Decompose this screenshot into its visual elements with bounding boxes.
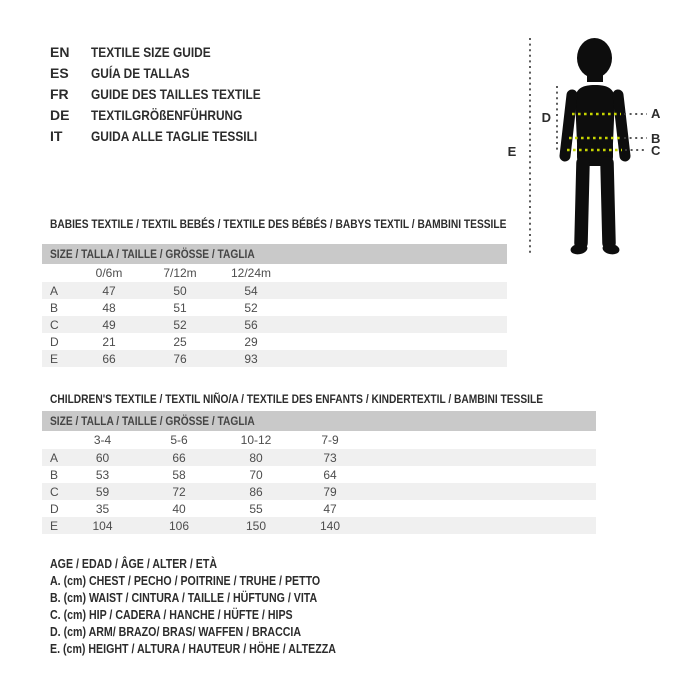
language-row-es [50, 63, 291, 84]
table-row-a [42, 449, 596, 466]
table-row-c [42, 316, 507, 333]
table-row-d [42, 333, 507, 350]
table-row-d [42, 500, 596, 517]
row-label: B [50, 300, 59, 315]
legend-chest-line: A. (cm) CHEST / PECHO / POITRINE / TRUHE / PETTO [50, 574, 321, 588]
table-cell: 70 [249, 467, 263, 482]
table-cell: 47 [323, 501, 337, 516]
table-cell: 59 [95, 484, 110, 499]
table-cell: 25 [173, 334, 187, 349]
row-label: E [50, 351, 59, 366]
column-header: 0/6m [95, 266, 123, 280]
table-cell: 40 [172, 501, 186, 516]
language-code: DE [50, 107, 70, 123]
table-cell: 80 [249, 450, 263, 465]
table-cell: 72 [172, 484, 186, 499]
table-cell: 49 [102, 317, 116, 332]
table-cell: 48 [102, 300, 116, 315]
measurement-legend [50, 556, 386, 658]
babies-size-table [42, 244, 507, 367]
table-cell: 76 [173, 351, 187, 366]
figure-label-c: C [651, 143, 661, 158]
table-cell: 86 [249, 484, 263, 499]
table-row-e [42, 350, 507, 367]
table-cell: 150 [245, 518, 267, 533]
table-cell: 58 [172, 467, 186, 482]
table-row-b [42, 466, 596, 483]
row-label: A [50, 283, 59, 298]
table-cell: 52 [244, 300, 258, 315]
table-cell: 140 [319, 518, 341, 533]
column-header: 5-6 [170, 433, 188, 447]
language-title: GUÍA DE TALLAS [91, 65, 190, 81]
column-header: 3-4 [93, 433, 112, 447]
figure-label-e: E [507, 144, 517, 159]
table-cell: 51 [173, 300, 187, 315]
babies-section-title: BABIES TEXTILE / TEXTIL BEBÉS / TEXTILE DES BÉBÉS / BABYS TEXTIL / BAMBINI TESSILE [50, 217, 507, 231]
language-code: IT [50, 128, 63, 144]
table-cell: 79 [323, 484, 337, 499]
row-label: C [50, 317, 59, 332]
language-title: TEXTILE SIZE GUIDE [91, 44, 211, 60]
table-cell: 54 [244, 283, 258, 298]
language-title: TEXTILGRÖßENFÜHRUNG [91, 107, 243, 123]
table-row-c [42, 483, 596, 500]
language-row-it [50, 126, 291, 147]
column-header: 10-12 [240, 433, 272, 447]
language-code: FR [50, 86, 69, 102]
language-row-fr [50, 84, 291, 105]
language-row-en [50, 42, 291, 63]
babies-table-header-bar: SIZE / TALLA / TAILLE / GRÖSSE / TAGLIA [42, 244, 507, 264]
language-row-de [50, 105, 291, 126]
row-label: C [50, 484, 59, 499]
language-code: ES [50, 65, 69, 81]
table-cell: 55 [249, 501, 263, 516]
table-cell: 56 [244, 317, 258, 332]
table-cell: 50 [173, 283, 187, 298]
table-cell: 66 [172, 450, 186, 465]
table-cell: 53 [95, 467, 110, 482]
table-cell: 106 [168, 518, 190, 533]
children-section-title: CHILDREN'S TEXTILE / TEXTIL NIÑO/A / TEXTILE DES ENFANTS / KINDERTEXTIL / BAMBINI TESSILE [50, 392, 544, 406]
language-code: EN [50, 44, 70, 60]
table-row-e [42, 517, 596, 534]
language-list [50, 42, 291, 147]
children-column-header-row [42, 431, 596, 449]
children-size-table [42, 411, 596, 534]
row-label: D [50, 501, 59, 516]
table-cell: 52 [173, 317, 187, 332]
column-header: 12/24m [230, 266, 272, 280]
table-cell: 64 [323, 467, 337, 482]
language-title: GUIDA ALLE TAGLIE TESSILI [91, 128, 258, 144]
table-cell: 66 [102, 351, 116, 366]
table-row-a [42, 282, 507, 299]
figure-label-b: B [651, 131, 661, 146]
table-cell: 73 [323, 450, 337, 465]
table-row-b [42, 299, 507, 316]
column-header: 7-9 [321, 433, 339, 447]
babies-column-header-row [42, 264, 507, 282]
table-cell: 60 [95, 450, 110, 465]
table-cell: 35 [95, 501, 110, 516]
table-cell: 47 [102, 283, 116, 298]
legend-hip-line: C. (cm) HIP / CADERA / HANCHE / HÜFTE / HIPS [50, 608, 293, 622]
row-label: B [50, 467, 59, 482]
table-cell: 93 [244, 351, 258, 366]
legend-arm-line: D. (cm) ARM/ BRAZO/ BRAS/ WAFFEN / BRACCIA [50, 625, 302, 639]
figure-label-d: D [541, 110, 551, 125]
children-table-header-bar: SIZE / TALLA / TAILLE / GRÖSSE / TAGLIA [42, 411, 596, 431]
language-title: GUIDE DES TAILLES TEXTILE [91, 86, 261, 102]
legend-height-line: E. (cm) HEIGHT / ALTURA / HAUTEUR / HÖHE / ALTEZZA [50, 642, 336, 656]
legend-age-line: AGE / EDAD / ÂGE / ALTER / ETÀ [50, 557, 218, 571]
table-cell: 29 [244, 334, 258, 349]
row-label: A [50, 450, 59, 465]
figure-label-a: A [651, 106, 661, 121]
table-cell: 21 [102, 334, 116, 349]
column-header: 7/12m [163, 266, 197, 280]
legend-waist-line: B. (cm) WAIST / CINTURA / TAILLE / HÜFTUNG / VITA [50, 591, 318, 605]
row-label: E [50, 518, 59, 533]
row-label: D [50, 334, 59, 349]
table-cell: 104 [92, 518, 113, 533]
